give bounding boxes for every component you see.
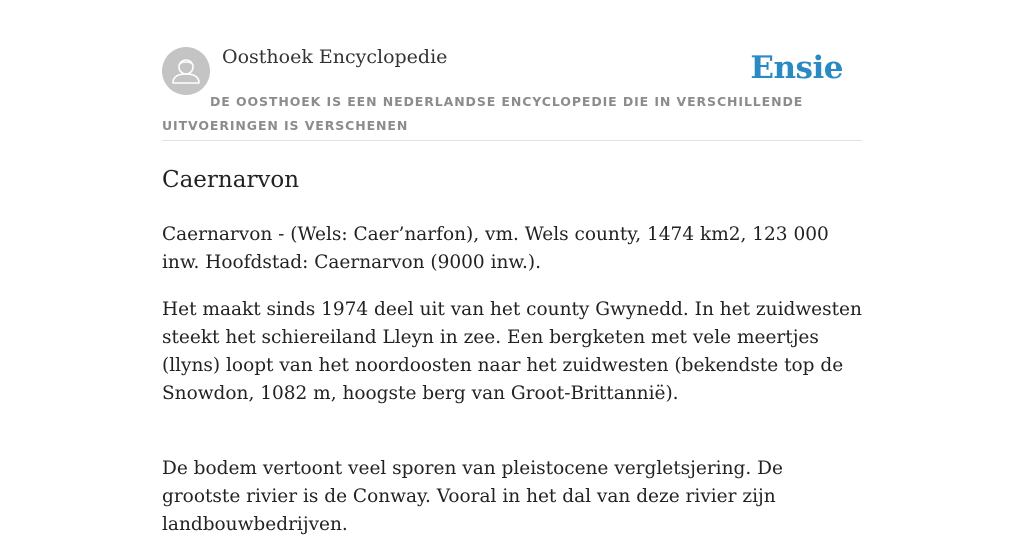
author-name[interactable]: Oosthoek Encyclopedie xyxy=(222,46,448,68)
article-paragraph: Het maakt sinds 1974 deel uit van het county Gwynedd. In het zuidwesten steekt het schiereiland Lleyn in zee. Een bergketen met vele meertjes (llyns) loopt van het noordoosten naar het zuidwesten (bekendste top de Snowdon, 1082 m, hoogste berg van Groot-Brittannië). xyxy=(162,299,862,404)
article-paragraph: De bodem vertoont veel sporen van pleistocene vergletsjering. De grootste rivier is de Conway. Vooral in het dal van deze rivier zijn landbouwbedrijven. xyxy=(162,458,783,535)
author-tagline: DE OOSTHOEK IS EEN NEDERLANDSE ENCYCLOPEDIE DIE IN VERSCHILLENDE UITVOERINGEN IS VERSCHENEN xyxy=(162,94,804,133)
article-title: Caernarvon xyxy=(162,167,300,193)
article-content xyxy=(162,141,862,539)
avatar[interactable] xyxy=(162,47,210,95)
paragraph-spacer xyxy=(162,427,862,455)
user-silhouette-icon xyxy=(162,47,210,95)
page xyxy=(162,0,862,558)
brand-logo[interactable]: Ensie xyxy=(750,50,843,86)
header xyxy=(162,0,862,141)
article-paragraph: Caernarvon - (Wels: Caer’narfon), vm. Wels county, 1474 km2, 123 000 inw. Hoofdstad: Caernarvon (9000 inw.). xyxy=(162,224,829,273)
